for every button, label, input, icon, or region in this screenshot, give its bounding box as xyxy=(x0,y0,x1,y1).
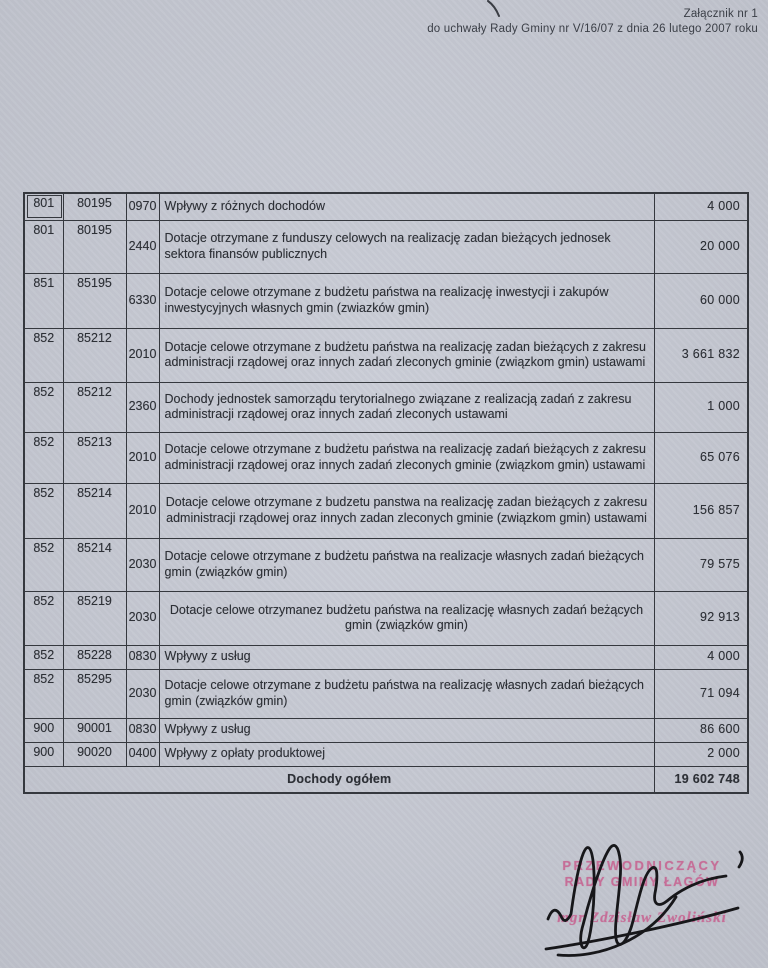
budget-table-body xyxy=(24,193,748,766)
rozdzial-cell: 85213 xyxy=(63,432,126,483)
table-row xyxy=(24,538,748,591)
stamp-name: mgr Zdzisław Zwoliński xyxy=(557,910,727,926)
rozdzial-cell: 85195 xyxy=(63,273,126,328)
rozdzial-cell: 80195 xyxy=(63,193,126,220)
amount-cell: 92 913 xyxy=(654,591,748,645)
paragraf-cell: 2010 xyxy=(126,432,159,483)
table-row xyxy=(24,220,748,273)
amount-cell: 65 076 xyxy=(654,432,748,483)
dzial-cell: 852 xyxy=(24,591,63,645)
table-row xyxy=(24,591,748,645)
amount-cell: 79 575 xyxy=(654,538,748,591)
signature-ink xyxy=(528,835,766,967)
description-cell: Wpływy z różnych dochodów xyxy=(159,193,654,220)
amount-cell: 3 661 832 xyxy=(654,328,748,382)
table-row xyxy=(24,669,748,718)
dzial-cell: 900 xyxy=(24,718,63,742)
dzial-cell: 801 xyxy=(24,193,63,220)
description-cell: Dotacje celowe otrzymane z budżetu państwa na realizację zadań bieżących z zakresu administracji rządowej oraz innych zadań zleconych gminie (związkom gmin) ustawami xyxy=(159,432,654,483)
paragraf-cell: 2030 xyxy=(126,669,159,718)
table-row xyxy=(24,382,748,432)
paragraf-cell: 2030 xyxy=(126,591,159,645)
amount-cell: 2 000 xyxy=(654,742,748,766)
paragraf-cell: 2030 xyxy=(126,538,159,591)
rozdzial-cell: 90001 xyxy=(63,718,126,742)
amount-cell: 1 000 xyxy=(654,382,748,432)
attachment-note-line1: Załącznik nr 1 xyxy=(683,8,758,20)
description-cell: Dotacje celowe otrzymane z budzetu panstwa na realizację zadan bieżących z zakresu administracji rządowej oraz innych zadan zleconych gminie (związkom gmin) ustawami xyxy=(159,483,654,538)
amount-cell: 20 000 xyxy=(654,220,748,273)
stamp-office: RADY GMINY ŁAGÓW xyxy=(564,875,720,889)
total-amount: 19 602 748 xyxy=(654,766,748,793)
dzial-cell: 852 xyxy=(24,483,63,538)
description-cell: Dotacje otrzymane z funduszy celowych na realizację zadan bieżących jednosek sektora finansów publicznych xyxy=(159,220,654,273)
rozdzial-cell: 85295 xyxy=(63,669,126,718)
paragraf-cell: 2010 xyxy=(126,328,159,382)
rozdzial-cell: 85212 xyxy=(63,382,126,432)
total-label: Dochody ogółem xyxy=(24,766,654,793)
table-row xyxy=(24,645,748,669)
paragraf-cell: 2360 xyxy=(126,382,159,432)
description-cell: Dotacje celowe otrzymane z budżetu państwa na realizacje własnych zadań bieżących gmin (związków gmin) xyxy=(159,538,654,591)
table-row xyxy=(24,742,748,766)
dzial-cell: 852 xyxy=(24,432,63,483)
paragraf-cell: 6330 xyxy=(126,273,159,328)
dzial-cell: 851 xyxy=(24,273,63,328)
dzial-cell: 852 xyxy=(24,669,63,718)
rozdzial-cell: 80195 xyxy=(63,220,126,273)
description-cell: Dotacje celowe otrzymane z budżetu państwa na realizację własnych zadań bieżących gmin (związków gmin) xyxy=(159,669,654,718)
stamp-title: PRZEWODNICZĄCY xyxy=(562,858,722,873)
amount-cell: 71 094 xyxy=(654,669,748,718)
amount-cell: 4 000 xyxy=(654,645,748,669)
table-row xyxy=(24,432,748,483)
description-cell: Dotacje celowe otrzymane z budżetu państwa na realizację inwestycji i zakupów inwestycyjnych własnych gmin (zwiazków gmin) xyxy=(159,273,654,328)
paragraf-cell: 0830 xyxy=(126,718,159,742)
amount-cell: 4 000 xyxy=(654,193,748,220)
dzial-cell: 852 xyxy=(24,538,63,591)
dzial-cell: 801 xyxy=(24,220,63,273)
dzial-cell: 852 xyxy=(24,382,63,432)
rozdzial-cell: 90020 xyxy=(63,742,126,766)
rozdzial-cell: 85212 xyxy=(63,328,126,382)
rozdzial-cell: 85214 xyxy=(63,483,126,538)
paragraf-cell: 0970 xyxy=(126,193,159,220)
amount-cell: 156 857 xyxy=(654,483,748,538)
table-row xyxy=(24,718,748,742)
description-cell: Wpływy z opłaty produktowej xyxy=(159,742,654,766)
budget-table xyxy=(23,192,749,794)
pen-speck xyxy=(483,0,505,18)
attachment-note-line2: do uchwały Rady Gminy nr V/16/07 z dnia 26 lutego 2007 roku xyxy=(427,23,758,35)
dzial-cell: 852 xyxy=(24,645,63,669)
rozdzial-cell: 85219 xyxy=(63,591,126,645)
paragraf-cell: 2010 xyxy=(126,483,159,538)
table-row xyxy=(24,273,748,328)
paragraf-cell: 0400 xyxy=(126,742,159,766)
description-cell: Wpływy z usług xyxy=(159,718,654,742)
dzial-cell: 900 xyxy=(24,742,63,766)
paragraf-cell: 2440 xyxy=(126,220,159,273)
table-row xyxy=(24,483,748,538)
table-row xyxy=(24,193,748,220)
total-row xyxy=(24,766,748,793)
rozdzial-cell: 85228 xyxy=(63,645,126,669)
dzial-cell: 852 xyxy=(24,328,63,382)
attachment-note xyxy=(427,7,758,37)
description-cell: Dotacje celowe otrzymanez budżetu państwa na realizację własnych zadań beżących gmin (związków gmin) xyxy=(159,591,654,645)
amount-cell: 60 000 xyxy=(654,273,748,328)
amount-cell: 86 600 xyxy=(654,718,748,742)
description-cell: Wpływy z usług xyxy=(159,645,654,669)
paragraf-cell: 0830 xyxy=(126,645,159,669)
description-cell: Dotacje celowe otrzymane z budżetu państwa na realizację zadan bieżących z zakresu administracji rządowej oraz innych zadań zleconych gminie (związkom gmin) ustawami xyxy=(159,328,654,382)
rozdzial-cell: 85214 xyxy=(63,538,126,591)
description-cell: Dochody jednostek samorządu terytorialnego związane z realizacją zadań z zakresu administracji rządowej oraz innych zadań zleconych ustawami xyxy=(159,382,654,432)
table-row xyxy=(24,328,748,382)
